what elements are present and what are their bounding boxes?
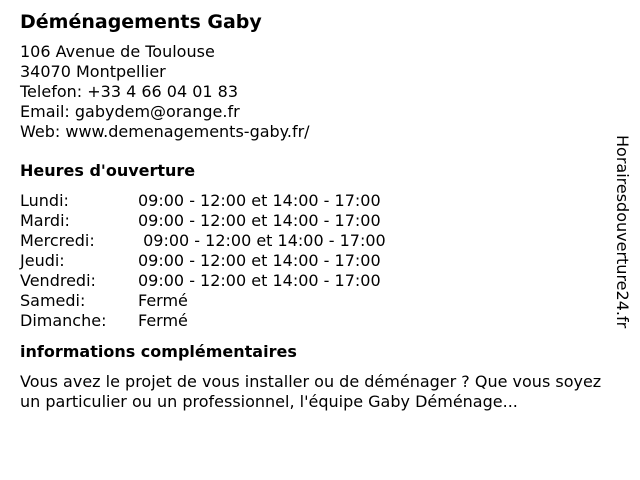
hours-row-thursday [20, 251, 620, 271]
hours-row-friday [20, 271, 620, 291]
time-range: 09:00 - 12:00 et 14:00 - 17:00 [138, 251, 381, 270]
time-range: 09:00 - 12:00 et 14:00 - 17:00 [138, 271, 381, 290]
time-range: 09:00 - 12:00 et 14:00 - 17:00 [138, 191, 381, 210]
day-label: Jeudi: [20, 251, 65, 270]
hours-heading: Heures d'ouverture [20, 161, 196, 180]
phone-number: Telefon: +33 4 66 04 01 83 [20, 82, 239, 101]
hours-row-monday [20, 191, 620, 211]
day-label: Mercredi: [20, 231, 95, 250]
time-range: 09:00 - 12:00 et 14:00 - 17:00 [138, 211, 381, 230]
site-watermark: Horairesdouverture24.fr [613, 135, 632, 329]
hours-row-wednesday [20, 231, 620, 251]
info-description: Vous avez le projet de vous installer ou de déménager ? Que vous soyez un particulier ou un professionnel, l'équipe Gaby Déménage... [20, 372, 602, 411]
info-heading: informations complémentaires [20, 342, 297, 361]
day-label: Dimanche: [20, 311, 107, 330]
day-label: Samedi: [20, 291, 86, 310]
address-street: 106 Avenue de Toulouse [20, 42, 215, 61]
time-range: 09:00 - 12:00 et 14:00 - 17:00 [138, 231, 386, 250]
business-card [20, 10, 620, 412]
email-address: Email: gabydem@orange.fr [20, 102, 240, 121]
day-label: Lundi: [20, 191, 69, 210]
hours-row-saturday [20, 291, 620, 311]
business-name: Déménagements Gaby [20, 11, 262, 33]
time-range: Fermé [138, 291, 188, 310]
time-range: Fermé [138, 311, 188, 330]
address-city: 34070 Montpellier [20, 62, 166, 81]
day-label: Vendredi: [20, 271, 96, 290]
hours-row-sunday [20, 311, 620, 331]
day-label: Mardi: [20, 211, 70, 230]
hours-table [20, 191, 620, 331]
website-address: Web: www.demenagements-gaby.fr/ [20, 122, 310, 141]
hours-row-tuesday [20, 211, 620, 231]
